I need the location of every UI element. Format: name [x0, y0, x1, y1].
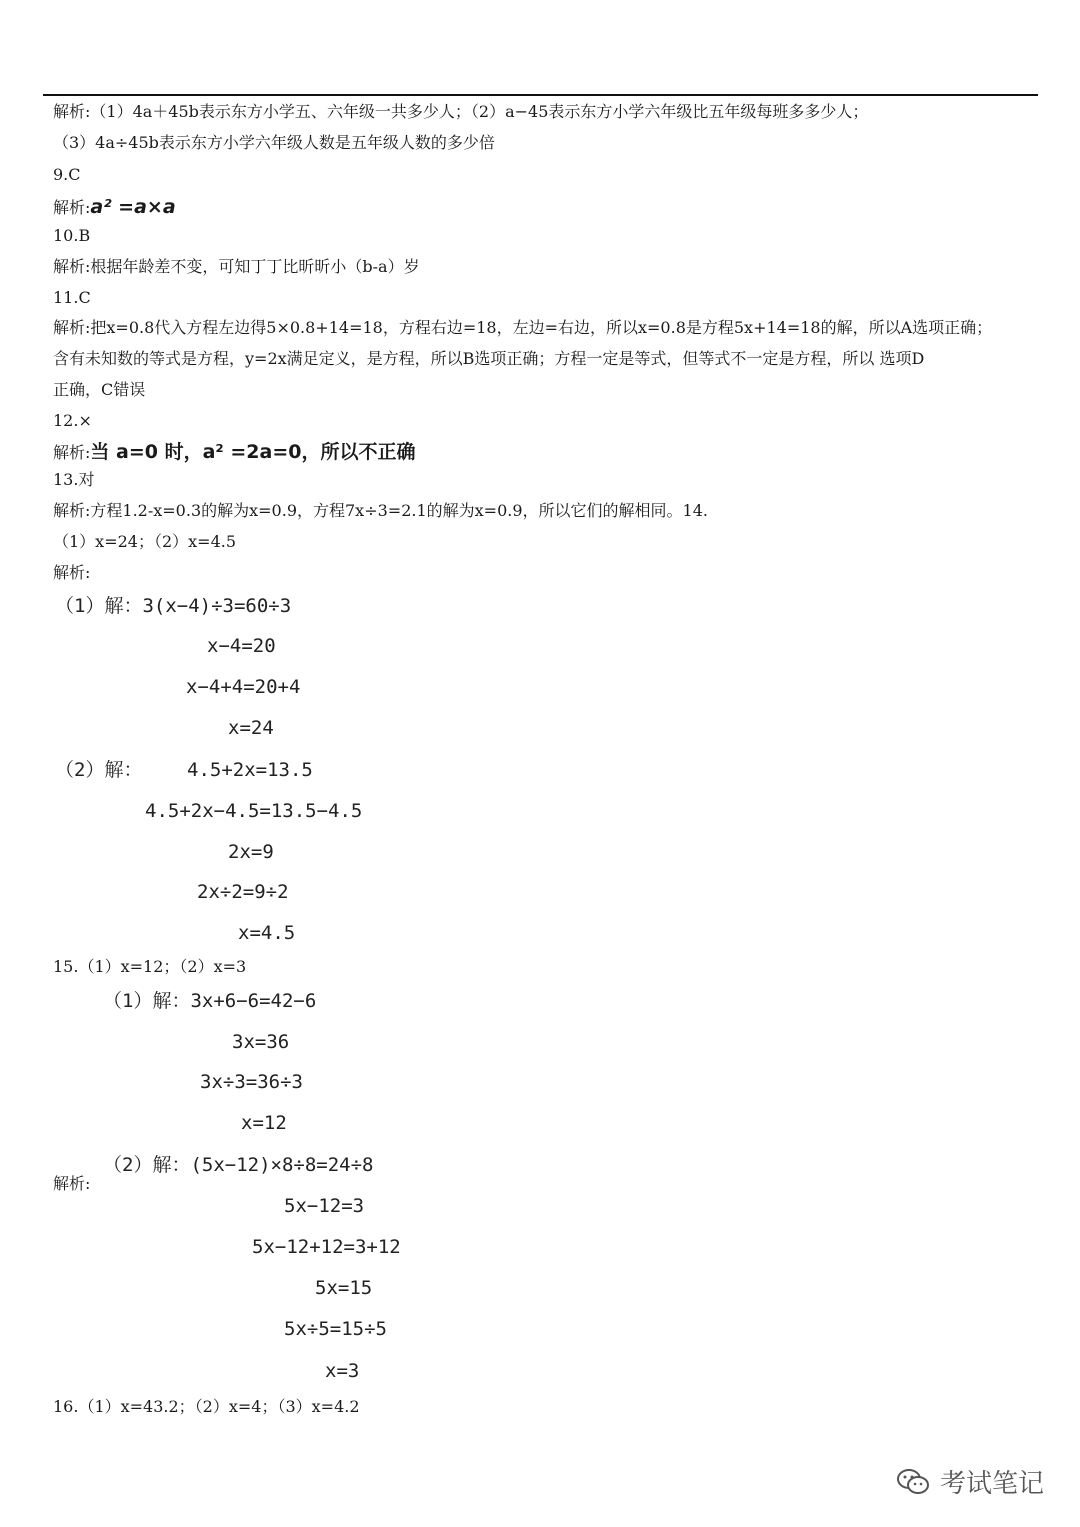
q15-eq2-line-4: 5x=15 — [315, 1277, 373, 1299]
q10-answer: 10.B — [53, 226, 91, 245]
q14-label: 解析: — [53, 563, 91, 582]
q8-solution-line-2: （3）4a÷45b表示东方小学六年级人数是五年级人数的多少倍 — [53, 133, 495, 152]
q11-solution-line-3: 正确，C错误 — [53, 380, 146, 399]
q14-eq1-line-4: x=24 — [228, 717, 274, 739]
watermark — [896, 1463, 1044, 1500]
q9-answer: 9.C — [53, 165, 81, 184]
q9-solution — [53, 197, 176, 218]
q11-solution-line-2: 含有未知数的等式是方程，y=2x满足定义，是方程，所以B选项正确；方程一定是等式，但等式不一定是方程，所以 选项D — [53, 349, 925, 368]
q15-eq2-line-1: （2）解：(5x−12)×8÷8=24÷8 — [103, 1154, 374, 1176]
q14-eq2-line-1: 4.5+2x=13.5 — [187, 759, 313, 781]
q9-label: 解析: — [53, 198, 91, 217]
watermark-text: 考试笔记 — [939, 1469, 1044, 1499]
q14-eq2-line-4: 2x÷2=9÷2 — [197, 881, 289, 903]
wechat-icon — [896, 1467, 930, 1497]
q14-eq2-line-3: 2x=9 — [228, 841, 274, 863]
q15-eq2-line-3: 5x−12+12=3+12 — [252, 1236, 401, 1258]
q15-eq1-line-1: （1）解：3x+6−6=42−6 — [103, 990, 317, 1012]
q14-eq1-line-1: （1）解：3(x−4)÷3=60÷3 — [55, 595, 292, 617]
q12-solution — [53, 442, 415, 463]
q15-answers: 15.（1）x=12；（2）x=3 — [53, 957, 247, 976]
q10-solution: 解析:根据年龄差不变，可知丁丁比昕昕小（b-a）岁 — [53, 257, 420, 276]
q14-eq2-label: （2）解： — [55, 759, 143, 781]
q15-eq1-line-3: 3x÷3=36÷3 — [200, 1071, 303, 1093]
q14-eq1-line-2: x−4=20 — [207, 635, 276, 657]
q14-answers: （1）x=24；（2）x=4.5 — [53, 532, 237, 551]
header-rule — [43, 94, 1038, 96]
q12-text: 当 a=0 时，a² =2a=0，所以不正确 — [90, 441, 416, 463]
q9-formula: a² =a×a — [90, 196, 176, 218]
q8-solution-line-1: 解析:（1）4a＋45b表示东方小学五、六年级一共多少人；（2）a−45表示东方小学六年级比五年级每班多多少人； — [53, 102, 869, 121]
q16-answers: 16.（1）x=43.2；（2）x=4；（3）x=4.2 — [53, 1397, 360, 1416]
q12-label: 解析: — [53, 443, 91, 462]
q13-solution: 解析:方程1.2-x=0.3的解为x=0.9，方程7x÷3=2.1的解为x=0.9，所以它们的解相同。14. — [53, 501, 708, 520]
q15-label: 解析: — [53, 1174, 91, 1193]
q15-eq1-line-2: 3x=36 — [232, 1031, 290, 1053]
q15-eq2-line-5: 5x÷5=15÷5 — [284, 1318, 387, 1340]
q14-eq2-line-2: 4.5+2x−4.5=13.5−4.5 — [145, 800, 363, 822]
q11-solution-line-1: 解析:把x=0.8代入方程左边得5×0.8+14=18，方程右边=18，左边=右边，所以x=0.8是方程5x+14=18的解，所以A选项正确； — [53, 318, 993, 337]
q11-answer: 11.C — [53, 288, 91, 307]
q15-eq2-line-2: 5x−12=3 — [284, 1195, 365, 1217]
q12-answer: 12.× — [53, 411, 92, 430]
q14-eq2-line-5: x=4.5 — [238, 922, 296, 944]
q15-eq1-line-4: x=12 — [241, 1112, 287, 1134]
q14-eq1-line-3: x−4+4=20+4 — [186, 676, 301, 698]
q15-eq2-line-6: x=3 — [325, 1360, 360, 1382]
q13-answer: 13.对 — [53, 470, 95, 489]
